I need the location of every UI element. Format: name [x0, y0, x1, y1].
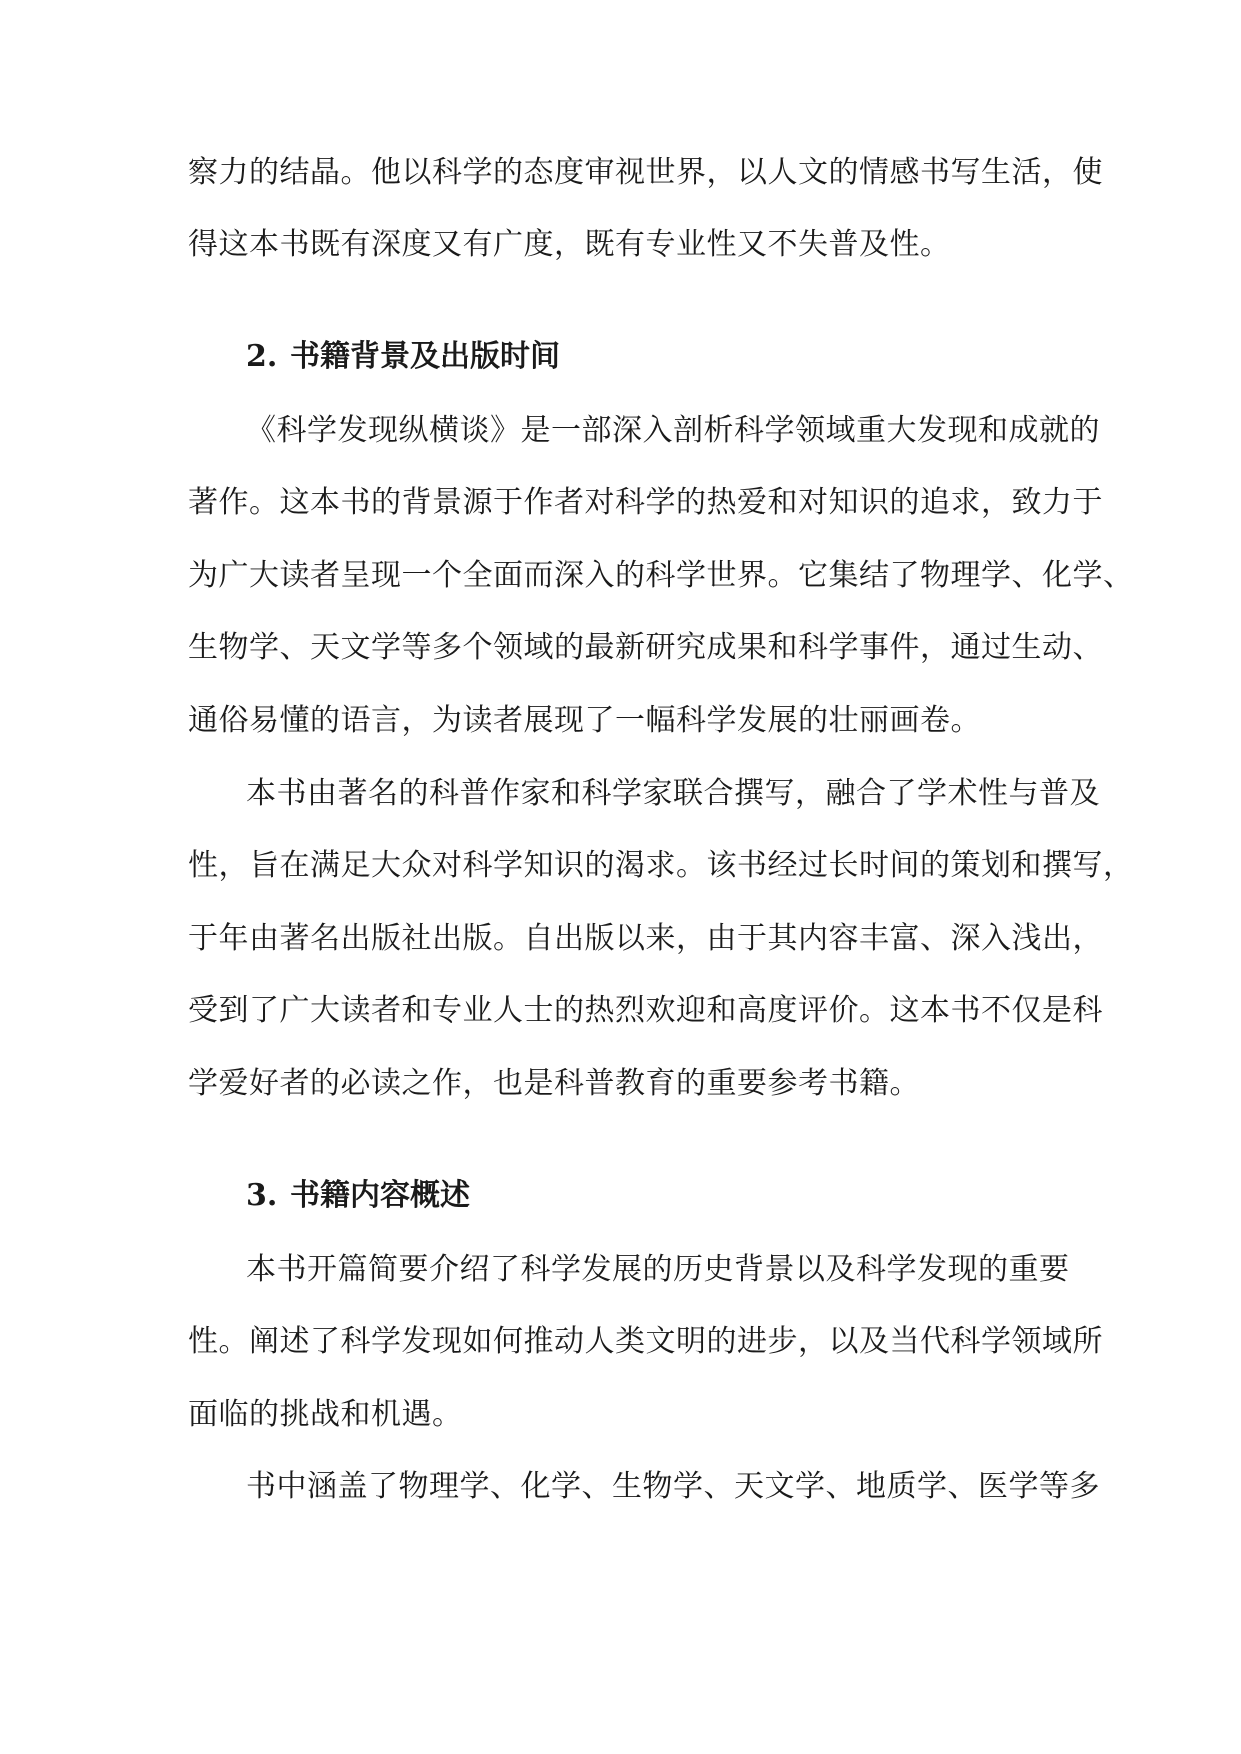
paragraph-line: 性，旨在满足大众对科学知识的渴求。该书经过长时间的策划和撰写，	[188, 848, 1134, 883]
paragraph-line: 为广大读者呈现一个全面而深入的科学世界。它集结了物理学、化学、	[188, 558, 1134, 593]
paragraph-line: 通俗易懂的语言，为读者展现了一幅科学发展的壮丽画卷。	[188, 703, 981, 738]
section-number: 3.	[246, 1178, 278, 1213]
paragraph-line: 生物学、天文学等多个领域的最新研究成果和科学事件，通过生动、	[188, 630, 1103, 665]
section-heading	[246, 1176, 470, 1216]
paragraph-line: 著作。这本书的背景源于作者对科学的热爱和对知识的追求，致力于	[188, 485, 1103, 520]
paragraph-line: 书中涵盖了物理学、化学、生物学、天文学、地质学、医学等多	[246, 1469, 1100, 1504]
section-heading	[246, 337, 560, 377]
paragraph-line: 《科学发现纵横谈》是一部深入剖析科学领域重大发现和成就的	[246, 413, 1100, 448]
paragraph-line: 面临的挑战和机遇。	[188, 1397, 463, 1432]
paragraph-line: 得这本书既有深度又有广度，既有专业性又不失普及性。	[188, 227, 951, 262]
paragraph-line: 学爱好者的必读之作，也是科普教育的重要参考书籍。	[188, 1066, 920, 1101]
paragraph-line: 性。阐述了科学发现如何推动人类文明的进步，以及当代科学领域所	[188, 1324, 1103, 1359]
paragraph-line: 于年由著名出版社出版。自出版以来，由于其内容丰富、深入浅出，	[188, 921, 1103, 956]
paragraph-line: 本书开篇简要介绍了科学发展的历史背景以及科学发现的重要	[246, 1252, 1070, 1287]
paragraph-line: 受到了广大读者和专业人士的热烈欢迎和高度评价。这本书不仅是科	[188, 993, 1103, 1028]
section-number: 2.	[246, 339, 278, 374]
section-title: 书籍内容概述	[290, 1178, 470, 1213]
section-title: 书籍背景及出版时间	[290, 339, 560, 374]
paragraph-line: 本书由著名的科普作家和科学家联合撰写，融合了学术性与普及	[246, 776, 1100, 811]
paragraph-line: 察力的结晶。他以科学的态度审视世界，以人文的情感书写生活，使	[188, 155, 1103, 190]
